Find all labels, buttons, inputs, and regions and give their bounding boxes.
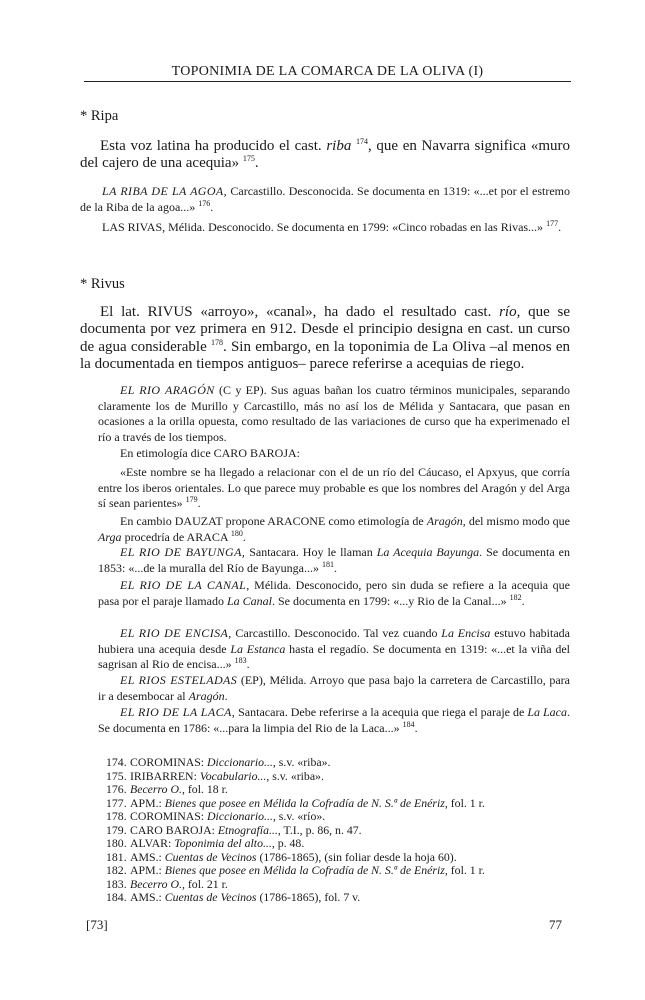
entry-rio-de-la-laca: EL RIO DE LA LACA, Santacara. Debe referirse a la acequia que riega el paraje de La Laca. Se documenta en 1786: «...para la limpia del Rio de la Laca...» $^{184}$. bbox=[98, 705, 570, 735]
footer-section-number: [73] bbox=[86, 917, 108, 932]
entry-rio-aragon: EL RIO ARAGÓN (C y EP). Sus aguas bañan los cuatro términos municipales, separando claramente los de Murillo y Carcastillo, más no así los de Mélida y Santacara, que pasan en ocasiones a la orilla opuesta, como resultado de las variaciones de curso que ha experimenado el río a través de los tiempos. bbox=[98, 383, 570, 444]
etymology-intro: En etimología dice CARO BAROJA: bbox=[120, 446, 300, 460]
footnote: 176. Becerro O., fol. 18 r. bbox=[106, 782, 228, 796]
section-heading-ripa: * Ripa bbox=[80, 108, 119, 124]
footnote: 174. COROMINAS: Diccionario..., s.v. «riba». bbox=[106, 755, 331, 769]
footnote: 184. AMS.: Cuentas de Vecinos (1786-1865), fol. 7 v. bbox=[106, 890, 361, 904]
footnote: 177. APM.: Bienes que posee en Mélida la Cofradía de N. S.ª de Enériz, fol. 1 r. bbox=[106, 795, 485, 810]
footnote: 183. Becerro O., fol. 21 r. bbox=[106, 876, 228, 891]
footnote: 175. IRIBARREN: Vocabulario..., s.v. «riba». bbox=[106, 768, 324, 783]
entry-rio-de-la-canal: EL RIO DE LA CANAL, Mélida. Desconocido, pero sin duda se refiere a la acequia que pasa por el paraje llamado La Canal. Se documenta en 1799: «...y Rio de la Canal...» $^{182}$. bbox=[98, 578, 570, 608]
rivus-intro: El lat. RIVUS «arroyo», «canal», ha dado el resultado cast. río, que se documenta por vez primera en 912. Desde el principio designa en cast. un curso de agua considerable $^{178}$. Sin embargo, en la toponimia de La Oliva –al menos en la documentada en tiempos antiguos– parece referirse a acequias de riego. bbox=[80, 304, 570, 372]
footnote: 182. APM.: Bienes que posee en Mélida la Cofradía de N. S.ª de Enériz, fol. 1 r. bbox=[106, 863, 485, 877]
footnote: 181. AMS.: Cuentas de Vecinos (1786-1865), (sin foliar desde la hoja 60). bbox=[106, 849, 457, 864]
footnotes bbox=[106, 756, 576, 905]
footnote: 179. CARO BAROJA: Etnografía..., T.I., p. 86, n. 47. bbox=[106, 822, 362, 837]
entry-las-rivas: LAS RIVAS, Mélida. Desconocido. Se documenta en 1799: «Cinco robadas en las Rivas...» $^{177}$. bbox=[102, 219, 562, 234]
footnote: 180. ALVAR: Toponimia del alto..., p. 48. bbox=[106, 836, 305, 850]
page-number: 77 bbox=[549, 917, 562, 932]
entry-rio-de-encisa: EL RIO DE ENCISA, Carcastillo. Desconocido. Tal vez cuando La Encisa estuvo habitada hubiera una acequia desde La Estanca hasta el regadío. Se documenta en 1319: «...et la viña del sagrisan al Rio de encisa...» $^{183}$. bbox=[98, 626, 571, 671]
dauzat-etymology: En cambio DAUZAT propone ARACONE como etimología de Aragón, del mismo modo que Arga procedría de ARACA $^{180}$. bbox=[98, 514, 570, 544]
caro-baroja-quote: «Este nombre se ha llegado a relacionar con el de un río del Cáucaso, el Apxyus, que corría entre los iberos orientales. Lo que parece muy probable es que los nombres del Aragón y del Arga sí sean parientes» $^{179}$. bbox=[98, 465, 570, 510]
entry-la-riba-de-la-agoa: LA RIBA DE LA AGOA, Carcastillo. Desconocida. Se documenta en 1319: «...et por el estremo de la Riba de la agoa...» $^{176}$. bbox=[80, 184, 570, 214]
footnote: 178. COROMINAS: Diccionario..., s.v. «río». bbox=[106, 809, 326, 823]
running-header: TOPONIMIA DE LA COMARCA DE LA OLIVA (I) bbox=[84, 64, 571, 82]
entry-rios-esteladas: EL RIOS ESTELADAS (EP), Mélida. Arroyo que pasa bajo la carretera de Carcastillo, para ir a desembocar al Aragón. bbox=[98, 673, 570, 703]
ripa-intro: Esta voz latina ha producido el cast. riba $^{174}$, que en Navarra significa «muro del cajero de una acequia» $^{175}$. bbox=[80, 137, 570, 172]
entry-rio-de-bayunga: EL RIO DE BAYUNGA, Santacara. Hoy le llaman La Acequia Bayunga. Se documenta en 1853: «...de la muralla del Río de Bayunga...» $^{181}$. bbox=[98, 545, 570, 575]
section-heading-rivus: * Rivus bbox=[80, 276, 125, 292]
